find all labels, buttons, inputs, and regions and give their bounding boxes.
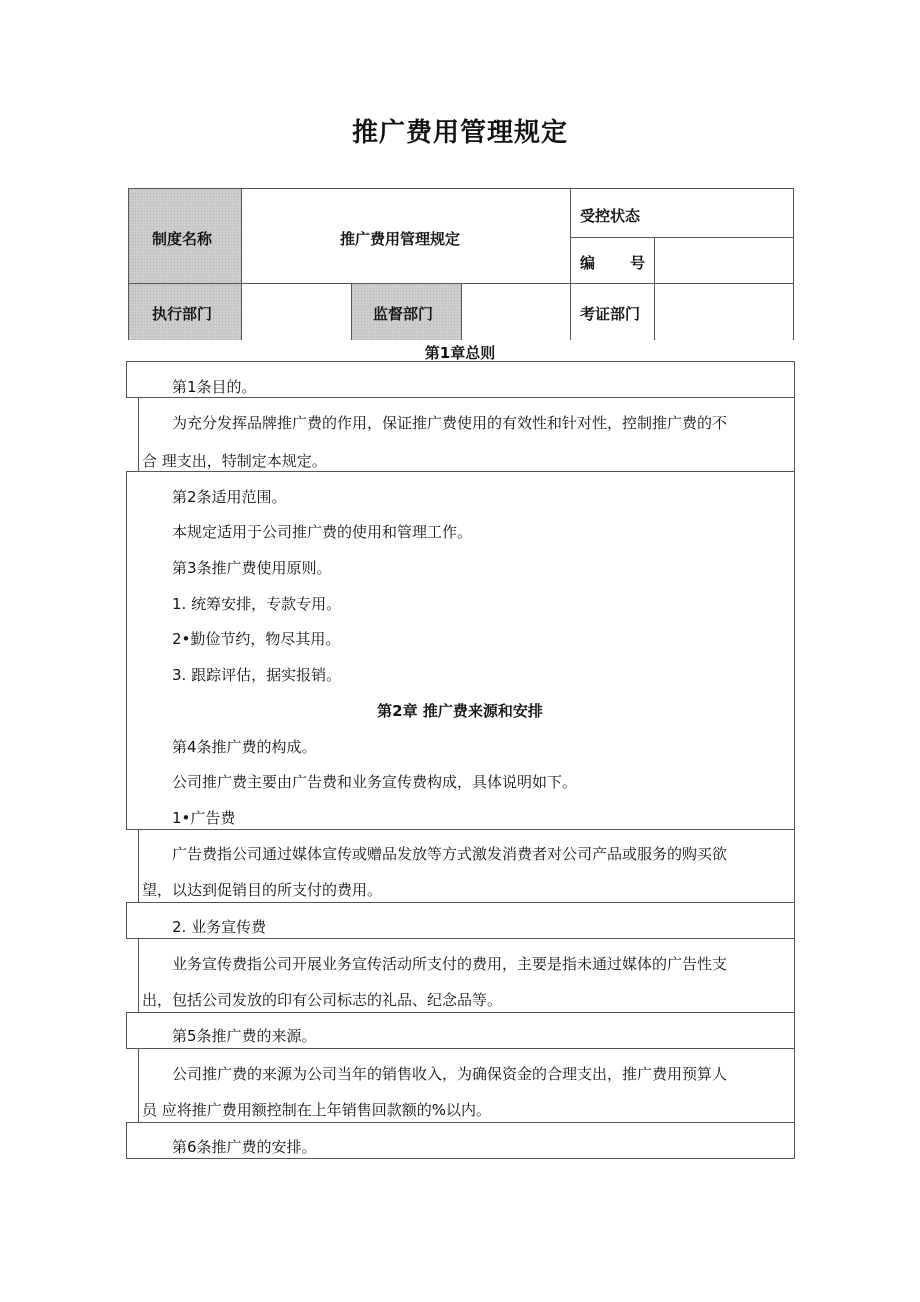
label-number-2: 号 — [630, 254, 646, 272]
article4-title: 第4条推广费的构成。 — [172, 738, 317, 756]
table-border — [570, 237, 793, 238]
table-border — [793, 188, 794, 340]
box-border — [126, 902, 795, 903]
article3-item3: 3. 跟踪评估，据实报销。 — [172, 666, 342, 684]
box-border — [794, 938, 795, 1012]
article1-title: 第1条目的。 — [172, 378, 257, 396]
table-border — [351, 283, 352, 340]
box-border — [794, 1048, 795, 1122]
article2-title: 第2条适用范围。 — [172, 488, 287, 506]
page-title: 推广费用管理规定 — [351, 118, 568, 148]
box-border — [126, 829, 795, 830]
box-border — [794, 829, 795, 903]
article4-text: 公司推广费主要由广告费和业务宣传费构成，具体说明如下。 — [172, 773, 578, 791]
box-border — [126, 397, 795, 398]
article3-item2: 2•勤俭节约，物尽其用。 — [172, 630, 341, 648]
box-border — [126, 1122, 795, 1123]
label-verify-dept: 考证部门 — [580, 305, 641, 323]
box-border — [138, 829, 139, 903]
box-border — [794, 361, 795, 398]
box-border — [126, 1122, 127, 1159]
chapter2-heading: 第2章 推广费来源和安排 — [377, 702, 543, 720]
ad-fee-text-line1: 广告费指公司通过媒体宣传或赠品发放等方式激发消费者对公司产品或服务的购买欲 — [172, 845, 728, 863]
box-border — [126, 1012, 795, 1013]
table-border — [128, 188, 793, 189]
promo-fee-text-line2: 出，包括公司发放的印有公司标志的礼品、纪念品等。 — [142, 991, 503, 1009]
box-border — [794, 902, 795, 939]
promo-fee-text-line1: 业务宣传费指公司开展业务宣传活动所支付的费用，主要是指未通过媒体的广告性支 — [172, 955, 728, 973]
chapter1-heading: 第1章总则 — [424, 344, 496, 362]
article3-item1: 1. 统筹安排，专款专用。 — [172, 595, 342, 613]
label-number-1: 编 — [580, 254, 596, 272]
label-control-status: 受控状态 — [580, 207, 641, 225]
table-border — [128, 188, 129, 340]
article5-text-line2: 员 应将推广费用额控制在上年销售回款额的%以内。 — [142, 1101, 492, 1119]
ad-fee-title: 1•广告费 — [172, 809, 236, 827]
label-supervise-dept: 监督部门 — [373, 305, 434, 323]
promo-fee-title: 2. 业务宣传费 — [172, 918, 267, 936]
article1-text-line2: 合 理支出，特制定本规定。 — [142, 452, 327, 470]
box-border — [794, 471, 795, 830]
table-border — [570, 188, 571, 340]
article5-text-line1: 公司推广费的来源为公司当年的销售收入，为确保资金的合理支出，推广费用预算人 — [172, 1065, 728, 1083]
article1-text-line1: 为充分发挥品牌推广费的作用，保证推广费使用的有效性和针对性，控制推广费的不 — [172, 414, 728, 432]
box-border — [138, 397, 139, 471]
ad-fee-text-line2: 望，以达到促销目的所支付的费用。 — [142, 881, 383, 899]
box-border — [794, 1012, 795, 1049]
box-border — [126, 1048, 795, 1049]
box-border — [126, 902, 127, 939]
table-border — [654, 237, 655, 340]
label-system-name: 制度名称 — [152, 230, 213, 248]
box-border — [126, 1158, 795, 1159]
article6-title: 第6条推广费的安排。 — [172, 1138, 317, 1156]
box-border — [138, 1048, 139, 1122]
box-border — [126, 1012, 127, 1049]
article5-title: 第5条推广费的来源。 — [172, 1027, 317, 1045]
table-border — [461, 283, 462, 340]
box-border — [794, 1122, 795, 1159]
label-exec-dept: 执行部门 — [152, 305, 213, 323]
box-border — [138, 938, 139, 1012]
table-border — [241, 188, 242, 340]
article3-title: 第3条推广费使用原则。 — [172, 559, 332, 577]
box-border — [794, 397, 795, 471]
article2-text: 本规定适用于公司推广费的使用和管理工作。 — [172, 523, 473, 541]
box-border — [126, 471, 127, 830]
box-border — [126, 471, 795, 472]
box-border — [126, 938, 795, 939]
value-system-name: 推广费用管理规定 — [340, 230, 461, 248]
box-border — [126, 361, 127, 398]
